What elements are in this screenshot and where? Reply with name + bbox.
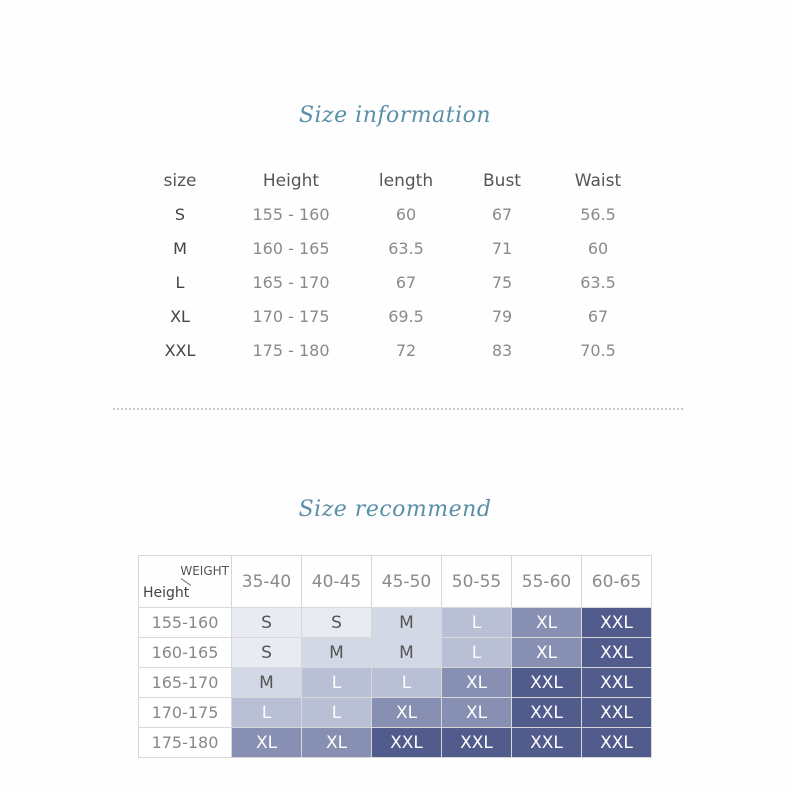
table-row bbox=[139, 698, 652, 728]
size-cell: S bbox=[302, 608, 372, 638]
size-cell: XL bbox=[372, 698, 442, 728]
size-cell: L bbox=[302, 698, 372, 728]
size-cell: XXL bbox=[582, 638, 652, 668]
size-cell: XXL bbox=[442, 728, 512, 758]
size-cell: XXL bbox=[582, 728, 652, 758]
size-cell: XXL bbox=[512, 668, 582, 698]
waist-cell: 70.5 bbox=[580, 341, 616, 360]
table-row bbox=[130, 336, 670, 370]
dotted-divider bbox=[113, 408, 683, 410]
height-range-label: 160-165 bbox=[139, 638, 232, 668]
size-cell: XL bbox=[302, 728, 372, 758]
table-row bbox=[139, 668, 652, 698]
size-cell: L bbox=[372, 668, 442, 698]
length-cell: 72 bbox=[395, 341, 417, 360]
height-cell: 175 - 180 bbox=[252, 341, 330, 360]
weight-range-header: 35-40 bbox=[232, 556, 302, 608]
height-range-label: 170-175 bbox=[139, 698, 232, 728]
table-row bbox=[130, 200, 670, 234]
size-cell: XXL bbox=[582, 698, 652, 728]
size-cell: L bbox=[442, 638, 512, 668]
weight-range-header: 55-60 bbox=[512, 556, 582, 608]
size-cell: M bbox=[232, 668, 302, 698]
size-cell: M bbox=[173, 239, 187, 258]
waist-cell: 56.5 bbox=[580, 205, 616, 224]
size-cell: S bbox=[232, 638, 302, 668]
size-information-header-row bbox=[130, 166, 670, 200]
weight-header-row bbox=[139, 556, 652, 608]
height-cell: 160 - 165 bbox=[252, 239, 330, 258]
length-cell: 63.5 bbox=[388, 239, 424, 258]
header-height: Height bbox=[262, 171, 320, 191]
length-cell: 69.5 bbox=[388, 307, 424, 326]
bust-cell: 83 bbox=[491, 341, 513, 360]
size-cell: XXL bbox=[512, 698, 582, 728]
size-cell: XXL bbox=[582, 608, 652, 638]
weight-range-header: 45-50 bbox=[372, 556, 442, 608]
size-cell: XXL bbox=[372, 728, 442, 758]
table-row bbox=[139, 728, 652, 758]
weight-axis-label: WEIGHT bbox=[180, 564, 229, 578]
height-cell: 155 - 160 bbox=[252, 205, 330, 224]
height-axis-label: Height bbox=[143, 585, 190, 601]
table-row bbox=[130, 302, 670, 336]
size-cell: XXL bbox=[164, 341, 196, 360]
size-cell: L bbox=[442, 608, 512, 638]
size-cell: XL bbox=[442, 668, 512, 698]
bust-cell: 67 bbox=[491, 205, 513, 224]
height-range-label: 175-180 bbox=[139, 728, 232, 758]
size-cell: XL bbox=[512, 638, 582, 668]
length-cell: 67 bbox=[395, 273, 417, 292]
weight-range-header: 60-65 bbox=[582, 556, 652, 608]
size-cell: S bbox=[174, 205, 186, 224]
size-cell: XL bbox=[170, 307, 190, 326]
corner-cell bbox=[139, 556, 232, 608]
size-information-title: Size information bbox=[298, 103, 492, 128]
height-range-label: 155-160 bbox=[139, 608, 232, 638]
size-cell: L bbox=[232, 698, 302, 728]
size-cell: M bbox=[302, 638, 372, 668]
size-cell: L bbox=[175, 273, 185, 292]
weight-range-header: 50-55 bbox=[442, 556, 512, 608]
waist-cell: 60 bbox=[587, 239, 609, 258]
table-row bbox=[139, 638, 652, 668]
bust-cell: 75 bbox=[491, 273, 513, 292]
size-cell: M bbox=[372, 608, 442, 638]
length-cell: 60 bbox=[395, 205, 417, 224]
bust-cell: 71 bbox=[491, 239, 513, 258]
header-length: length bbox=[378, 171, 434, 191]
size-information-table bbox=[130, 166, 670, 370]
table-row bbox=[139, 608, 652, 638]
header-bust: Bust bbox=[483, 171, 521, 191]
size-cell: L bbox=[302, 668, 372, 698]
size-cell: XXL bbox=[582, 668, 652, 698]
size-recommend-title: Size recommend bbox=[298, 497, 492, 522]
size-cell: XXL bbox=[512, 728, 582, 758]
height-cell: 170 - 175 bbox=[252, 307, 330, 326]
waist-cell: 67 bbox=[587, 307, 609, 326]
waist-cell: 63.5 bbox=[580, 273, 616, 292]
size-cell: XL bbox=[232, 728, 302, 758]
size-recommend-grid bbox=[138, 555, 652, 758]
size-cell: M bbox=[372, 638, 442, 668]
size-cell: XL bbox=[442, 698, 512, 728]
header-waist: Waist bbox=[574, 171, 622, 191]
bust-cell: 79 bbox=[491, 307, 513, 326]
size-cell: XL bbox=[512, 608, 582, 638]
size-cell: S bbox=[232, 608, 302, 638]
header-size: size bbox=[163, 171, 197, 191]
weight-range-header: 40-45 bbox=[302, 556, 372, 608]
height-cell: 165 - 170 bbox=[252, 273, 330, 292]
height-range-label: 165-170 bbox=[139, 668, 232, 698]
table-row bbox=[130, 268, 670, 302]
table-row bbox=[130, 234, 670, 268]
